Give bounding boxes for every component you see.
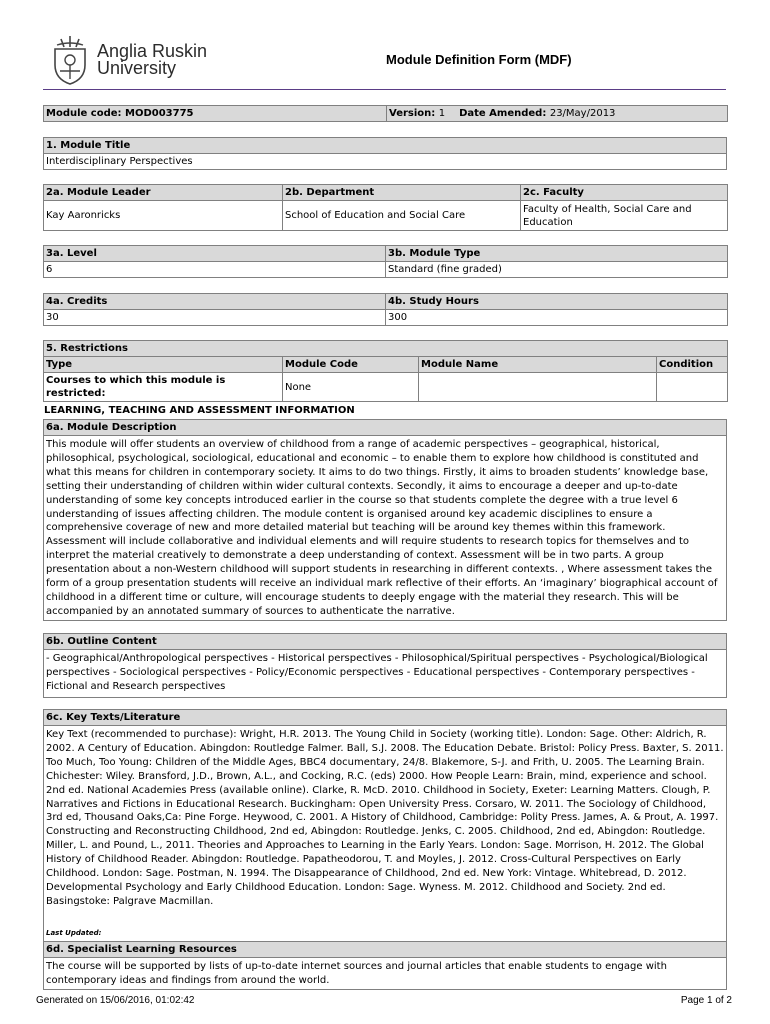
level-heading: 3a. Level [44, 246, 386, 262]
version-value: 1 [438, 108, 446, 119]
outline-content-text: - Geographical/Anthropological perspectives - Historical perspectives - Philosophical/Spiritual perspectives - Psychological/Biological perspectives - Sociological perspectives - Policy/Economic perspectives - Educational perspectives - Contemporary perspectives - Fictional and Research perspectives [44, 650, 727, 698]
restrictions-row-condition [657, 373, 728, 402]
specialist-resources-table [43, 941, 727, 990]
restrictions-col-type: Type [44, 357, 283, 373]
department-value: School of Education and Social Care [283, 201, 521, 231]
level-value: 6 [44, 262, 386, 278]
crest-icon [51, 35, 89, 85]
university-logo [51, 35, 211, 85]
page-title: Module Definition Form (MDF) [386, 52, 572, 67]
specialist-resources-text: The course will be supported by lists of up-to-date internet sources and journal articles that enable students to engage with contemporary ideas and findings from around the world. [44, 958, 727, 990]
restrictions-row-name [419, 373, 657, 402]
module-title-table [43, 137, 727, 170]
lta-section-heading: LEARNING, TEACHING AND ASSESSMENT INFORMATION [44, 405, 355, 416]
outline-content-table [43, 633, 727, 698]
specialist-resources-heading: 6d. Specialist Learning Resources [44, 942, 727, 958]
department-heading: 2b. Department [283, 185, 521, 201]
module-title-heading: 1. Module Title [44, 138, 727, 154]
restrictions-col-condition: Condition [657, 357, 728, 373]
module-type-heading: 3b. Module Type [386, 246, 728, 262]
study-hours-value: 300 [386, 310, 728, 326]
credits-value: 30 [44, 310, 386, 326]
generated-timestamp: Generated on 15/06/2016, 01:02:42 [36, 995, 195, 1006]
restrictions-table [43, 340, 728, 402]
module-description-heading: 6a. Module Description [44, 420, 727, 436]
key-texts-text: Key Text (recommended to purchase): Wright, H.R. 2013. The Young Child in Society (working title). London: Sage. Other: Aldrich, R. 2002. A Century of Education. Abingdon: Routledge Falmer. Ball, S.J. 2008. The Education Debate. Bristol: Policy Press. Baxter, S. 2011. Too Much, Too Young: Children of the Middle Ages, BBC4 documentary, 24/8. Blakemore, S-J. and Frith, U. 2005. The Learning Brain. Chichester: Wiley. Bransford, J.D., Brown, A.L., and Cocking, R.C. (eds) 2000. How People Learn: Brain, mind, experience and school. 2nd ed. National Academies Press (available online). Clarke, R. McD. 2010. Childhood in Society, Exeter: Learning Matters. Clough, P. Narratives and Fictions in Educational Research. Buckingham: Open University Press. Corsaro, W. 2011. The Sociology of Childhood, 3rd ed, Thousand Oaks,Ca: Pine Forge. Heywood, C. 2001. A History of Childhood, Cambridge: Polity Press. James, A. & Prout, A. 1997. Constructing and Reconstructing Childhood, 2nd ed, Abingdon: Routledge. Jenks, C. 2005. Childhood, 2nd ed, Abingdon: Routledge. Miller, L. and Pound, L., 2011. Theories and Approaches to Learning in the Early Years. London: Sage. Morrison, H. 2012. The Global History of Childhood Reader. Abingdon: Routledge. Papatheodorou, T. and Moyles, J. 2012. Cross-Cultural Perspectives on Early Childhood. London: Sage. Postman, N. 1994. The Disappearance of Childhood, 2nd ed. New York: Vintage. Whitebread, D. 2012. Developmental Psychology and Early Childhood Education. London: Sage. Wyness. M. 2012. Childhood and Society. 2nd ed. Basingstoke: Palgrave Macmillan. [44, 726, 727, 926]
credits-hours-table [43, 293, 728, 326]
date-amended-value: 23/May/2013 [549, 108, 616, 119]
logo-line-1: Anglia Ruskin [97, 41, 208, 61]
module-description-table [43, 419, 727, 621]
faculty-value: Faculty of Health, Social Care and Education [521, 201, 728, 231]
restrictions-heading: 5. Restrictions [44, 341, 728, 357]
page-number: Page 1 of 2 [680, 995, 732, 1006]
version-date-cell [387, 106, 728, 122]
header-divider [43, 89, 726, 90]
module-code: Module code: MOD003775 [44, 106, 387, 122]
restrictions-col-code: Module Code [283, 357, 419, 373]
module-type-value: Standard (fine graded) [386, 262, 728, 278]
level-type-table [43, 245, 728, 278]
last-updated-label: Last Updated: [46, 929, 102, 937]
module-description-text: This module will offer students an overview of childhood from a range of academic perspectives – geographical, historical, philosophical, psychological, sociological, educational and economic – to enable them to explore how childhood is constituted and what this means for children in contemporary society. It aims to do two things. Firstly, it aims to broaden students’ knowledge base, setting their understanding of children within wider cultural contexts. Secondly, it aims to encourage a deeper and up-to-date understanding of some key concepts introduced earlier in the course so that students complete the degree with a true level 6 understanding of issues affecting children. The module content is organised around key academic disciplines to ensure a comprehensive coverage of new and more detailed material but teaching will be around key themes within this framework. Assessment will include collaborative and individual elements and will require students to research topics for themselves and to interpret the material creatively to demonstrate a deep understanding of context. Assessment will be in two parts. A group presentation about a non-Western childhood will support students in researching in different contexts. , Where assessment takes the form of a group presentation students will receive an individual mark reflective of their efforts. An ‘imaginary’ biographical account of childhood in a different time or culture, will encourage students to deeply engage with the material they research. This will be accompanied by an annotated summary of sources to authenticate the narrative. [44, 436, 727, 621]
restrictions-row-code: None [283, 373, 419, 402]
module-title-value: Interdisciplinary Perspectives [44, 154, 727, 170]
module-meta-table [43, 105, 728, 122]
page-header [0, 0, 770, 95]
restrictions-col-name: Module Name [419, 357, 657, 373]
outline-content-heading: 6b. Outline Content [44, 634, 727, 650]
module-leader-heading: 2a. Module Leader [44, 185, 283, 201]
study-hours-heading: 4b. Study Hours [386, 294, 728, 310]
key-texts-table [43, 709, 727, 942]
restrictions-row-label: Courses to which this module is restricted: [44, 373, 283, 402]
key-texts-heading: 6c. Key Texts/Literature [44, 710, 727, 726]
date-amended-label: Date Amended: [459, 108, 547, 119]
leader-department-table [43, 184, 728, 231]
faculty-heading: 2c. Faculty [521, 185, 728, 201]
credits-heading: 4a. Credits [44, 294, 386, 310]
logo-wordmark [97, 43, 207, 77]
module-leader-value: Kay Aaronricks [44, 201, 283, 231]
version-label: Version: [389, 108, 436, 119]
logo-line-2: University [97, 58, 177, 78]
